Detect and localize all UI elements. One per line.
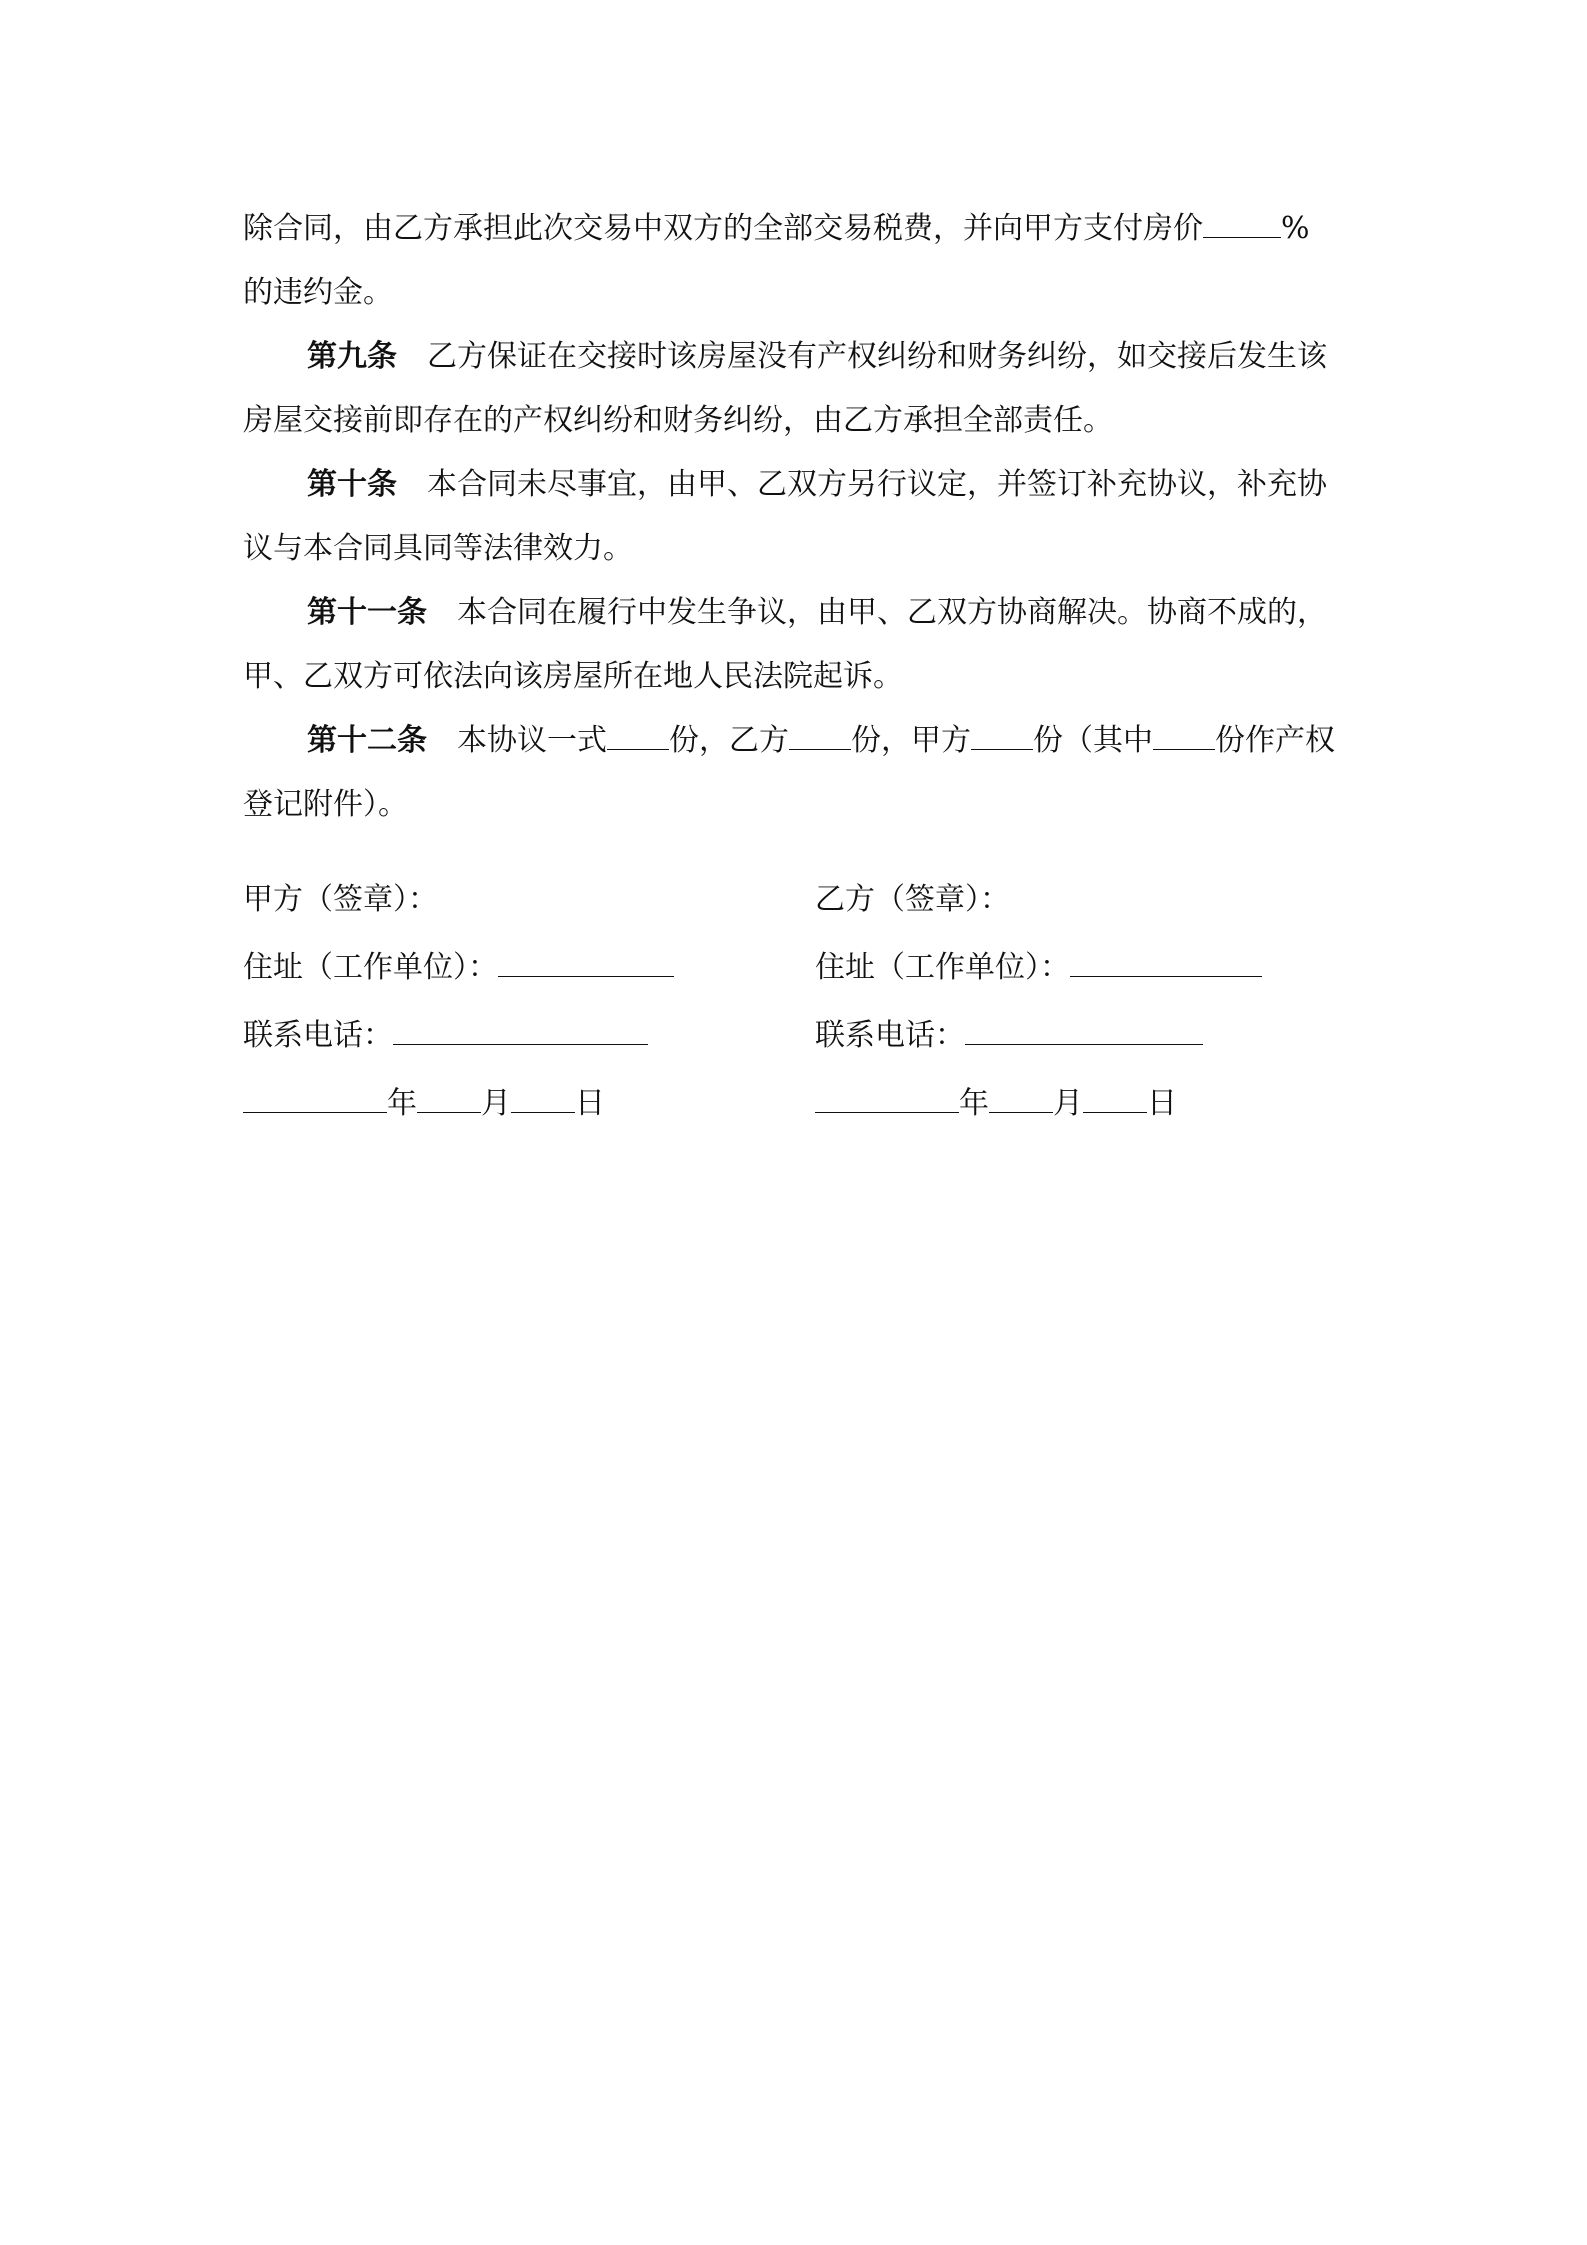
party-b-copies-blank[interactable] <box>789 723 851 750</box>
paragraph-penalty <box>243 197 1353 325</box>
party-a-year-label: 年 <box>387 1086 417 1121</box>
article-11-text: 本合同在履行中发生争议，由甲、乙双方协商解决。协商不成的，甲、乙双方可依法向该房屋所在地人民法院起诉。 <box>243 595 1327 694</box>
article-9-text: 乙方保证在交接时该房屋没有产权纠纷和财务纠纷，如交接后发生该房屋交接前即存在的产权纠纷和财务纠纷，由乙方承担全部责任。 <box>243 339 1327 438</box>
party-a-phone-row <box>243 1002 674 1070</box>
penalty-percent-blank[interactable] <box>1203 211 1281 238</box>
party-a-copies-blank[interactable] <box>971 723 1033 750</box>
party-b-address-row <box>815 934 1262 1002</box>
article-10 <box>243 453 1353 581</box>
article-9 <box>243 325 1353 453</box>
party-a-month-field[interactable] <box>417 1086 481 1113</box>
penalty-text: 除合同，由乙方承担此次交易中双方的全部交易税费，并向甲方支付房价 <box>243 211 1203 246</box>
party-a-phone-field[interactable] <box>393 1018 648 1045</box>
contract-body <box>243 197 1353 837</box>
party-b-address-field[interactable] <box>1070 950 1262 977</box>
party-b-year-label: 年 <box>959 1086 989 1121</box>
party-a-phone-label: 联系电话： <box>243 1018 393 1053</box>
party-a-sign-label: 甲方（签章）： <box>243 882 438 917</box>
party-a-signature-block <box>243 866 674 1138</box>
party-b-phone-label: 联系电话： <box>815 1018 965 1053</box>
party-b-year-field[interactable] <box>815 1086 959 1113</box>
article-12-heading: 第十二条 <box>307 723 427 758</box>
party-b-day-label: 日 <box>1147 1086 1177 1121</box>
percent-sign: % <box>1281 211 1310 246</box>
article-12-text-5: 份作产权登记附件）。 <box>243 723 1335 822</box>
party-b-month-field[interactable] <box>989 1086 1053 1113</box>
article-12-text-3: 份，甲方 <box>851 723 971 758</box>
party-b-month-label: 月 <box>1053 1086 1083 1121</box>
party-b-date-row <box>815 1070 1262 1138</box>
article-12-text-4: 份（其中 <box>1033 723 1153 758</box>
party-a-date-row <box>243 1070 674 1138</box>
party-b-phone-row <box>815 1002 1262 1070</box>
party-a-month-label: 月 <box>481 1086 511 1121</box>
article-11-heading: 第十一条 <box>307 595 427 630</box>
penalty-text-end: 的违约金。 <box>243 275 393 310</box>
article-12 <box>243 709 1353 837</box>
total-copies-blank[interactable] <box>607 723 669 750</box>
article-12-text-1: 本协议一式 <box>457 723 607 758</box>
party-a-address-label: 住址（工作单位）： <box>243 950 498 985</box>
registration-copies-blank[interactable] <box>1153 723 1215 750</box>
party-b-address-label: 住址（工作单位）： <box>815 950 1070 985</box>
party-a-address-row <box>243 934 674 1002</box>
article-9-heading: 第九条 <box>307 339 397 374</box>
party-b-day-field[interactable] <box>1083 1086 1147 1113</box>
party-a-day-field[interactable] <box>511 1086 575 1113</box>
article-12-text-2: 份，乙方 <box>669 723 789 758</box>
party-a-address-field[interactable] <box>498 950 674 977</box>
party-b-sign-label: 乙方（签章）： <box>815 882 1010 917</box>
article-10-text: 本合同未尽事宜，由甲、乙双方另行议定，并签订补充协议，补充协议与本合同具同等法律效力。 <box>243 467 1327 566</box>
party-a-day-label: 日 <box>575 1086 605 1121</box>
party-b-phone-field[interactable] <box>965 1018 1203 1045</box>
article-11 <box>243 581 1353 709</box>
party-b-signature-block <box>815 866 1262 1138</box>
party-a-year-field[interactable] <box>243 1086 387 1113</box>
article-10-heading: 第十条 <box>307 467 397 502</box>
